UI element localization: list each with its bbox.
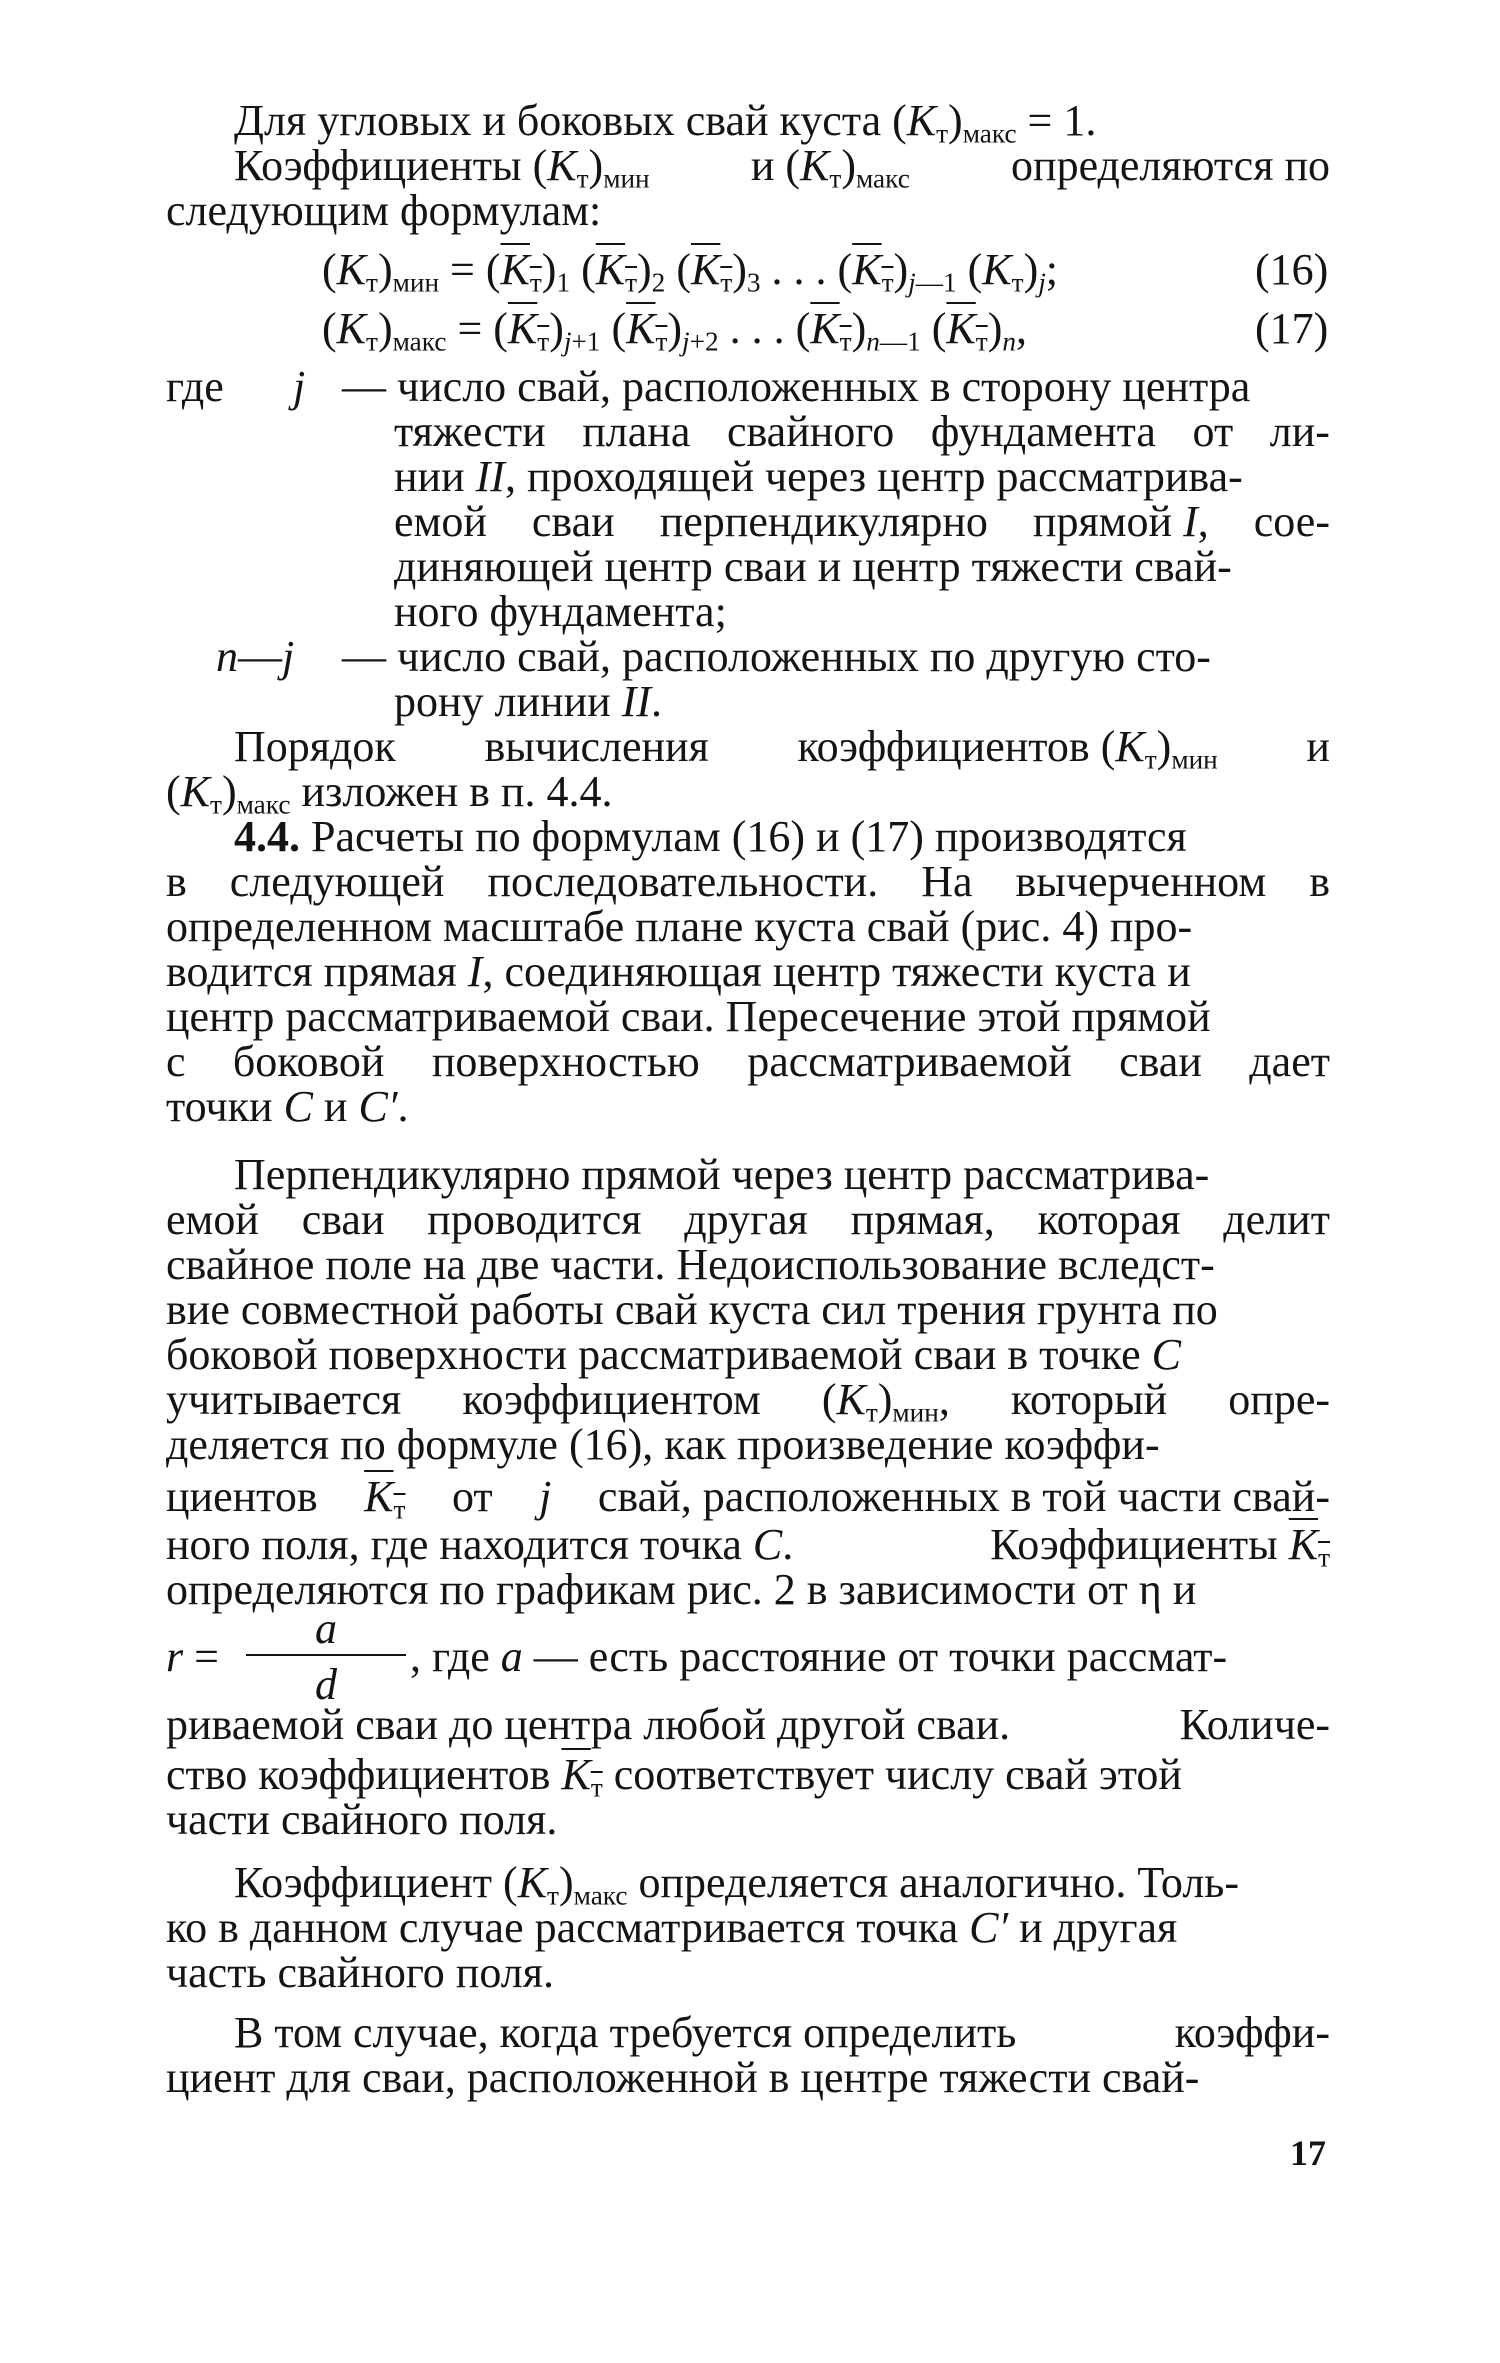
- definition-line: диняющей центр сваи и центр тяжести свай-: [394, 542, 1232, 591]
- text-line: циентов $K_т$ от j свай, расположенных в той части свай-: [166, 1472, 1330, 1525]
- text-line: свайное поле на две части. Недоиспользование вследст-: [166, 1240, 1215, 1289]
- text-line: Порядок вычисления коэффициентов $(K_т)_{мин}$ и: [234, 722, 1330, 775]
- definition-line: тяжести плана свайного фундамента от ли-: [394, 407, 1330, 456]
- definition-line: емой сваи перпендикулярно прямой I, сое-: [394, 497, 1330, 546]
- text-line: В том случае, когда требуется определить коэффи-: [234, 2008, 1330, 2057]
- text-line: , где a — есть расстояние от точки рассмат-: [410, 1632, 1228, 1681]
- text-line: ного поля, где находится точка C. Коэффициенты $K_т$: [166, 1520, 1330, 1573]
- equation-number-17: (17): [1255, 304, 1329, 353]
- text-line: r =: [166, 1632, 219, 1681]
- text-line: учитывается коэффициентом $(K_т)_{мин}$, который опре-: [166, 1375, 1330, 1428]
- text-line: Перпендикулярно прямой через центр рассматрива-: [234, 1150, 1210, 1199]
- definition-line: — число свай, расположенных по другую сто-: [342, 632, 1211, 681]
- text-line: с боковой поверхностью рассматриваемой сваи дает: [166, 1037, 1330, 1086]
- text-line: часть свайного поля.: [166, 1948, 554, 1997]
- definition-line: где: [166, 362, 224, 411]
- definition-line: ного фундамента;: [394, 587, 727, 636]
- text-line: циент для сваи, расположенной в центре тяжести свай-: [166, 2053, 1200, 2102]
- formula-17: $(K_т)_{макс} = (K_т)_{j+1}$ $(K_т)_{j+2}$ . . . $(K_т)_{n—1}$ $(K_т)_n$,: [322, 304, 1027, 357]
- text-line: определенном масштабе плане куста свай (рис. 4) про-: [166, 902, 1193, 951]
- text-line: центр рассматриваемой сваи. Пересечение этой прямой: [166, 992, 1211, 1041]
- text-line: деляется по формуле (16), как произведение коэффи-: [166, 1420, 1160, 1469]
- text-line: емой сваи проводится другая прямая, которая делит: [166, 1195, 1330, 1244]
- definition-line: нии II, проходящей через центр рассматрива-: [394, 452, 1243, 501]
- text-line: точки C и C′.: [166, 1082, 409, 1131]
- text-line: водится прямая I, соединяющая центр тяжести куста и: [166, 947, 1191, 996]
- equation-number-16: (16): [1255, 245, 1329, 294]
- text-line: ко в данном случае рассматривается точка C′ и другая: [166, 1903, 1178, 1952]
- text-line: следующим формулам:: [166, 186, 602, 235]
- page-number: 17: [1290, 2133, 1326, 2173]
- definition-line: n—j: [216, 632, 295, 681]
- fraction-a-over-d: a d: [246, 1604, 406, 1704]
- text-line: вие совместной работы свай куста сил трения грунта по: [166, 1285, 1218, 1334]
- text-line: Коэффициент $(K_т)_{макс}$ определяется аналогично. Толь-: [234, 1858, 1240, 1911]
- formula-16: $(K_т)_{мин} = (K_т)_1$ $(K_т)_2$ $(K_т)_3$ . . . $(K_т)_{j—1}$ $(K_т)_j$;: [322, 245, 1059, 298]
- text-line: части свайного поля.: [166, 1795, 558, 1844]
- definition-line: j: [293, 362, 306, 411]
- text-line: ство коэффициентов $K_т$ соответствует числу свай этой: [166, 1750, 1182, 1803]
- text-line: риваемой сваи до центра любой другой сваи. Количе-: [166, 1700, 1330, 1749]
- text-line: в следующей последовательности. На вычерченном в: [166, 857, 1330, 906]
- definition-line: — число свай, расположенных в сторону центра: [342, 362, 1251, 411]
- text-line: Для угловых и боковых свай куста $(K_т)_{макс} = 1$.: [234, 96, 1097, 149]
- text-line: $(K_т)_{макс}$ изложен в п. 4.4.: [166, 767, 613, 820]
- text-line: 4.4. Расчеты по формулам (16) и (17) производятся: [234, 812, 1187, 861]
- text-line: определяются по графикам рис. 2 в зависимости от η и: [166, 1565, 1197, 1614]
- definition-line: рону линии II.: [394, 677, 663, 726]
- text-line: Коэффициенты $(K_т)_{мин}$ и $(K_т)_{макс}$ определяются по: [234, 141, 1330, 194]
- text-line: боковой поверхности рассматриваемой сваи в точке C: [166, 1330, 1181, 1379]
